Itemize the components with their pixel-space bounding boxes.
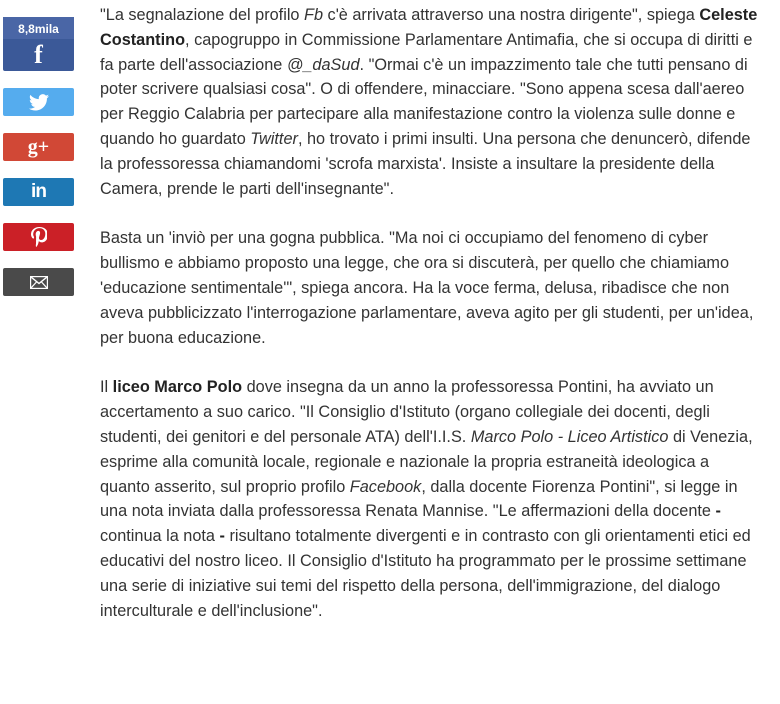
facebook-share-button[interactable] [3,17,74,71]
celeste-costantino-name: Celeste Costantino [100,6,758,49]
liceo-artistico-mention: Marco Polo - Liceo Artistico [470,427,669,446]
article-paragraph-1: "La segnalazione del profilo Fb c'è arrivata attraverso una nostra dirigente", spiega Celeste Costantino, capogruppo in Commissione Parlamentare Antimafia, che si occupa di diritti e fa parte dell'associazione @_daSud. "Ormai c'è un impazzimento tale che tutti pensano di poter scrivere qualsiasi cosa". O di offendere, minacciare. "Sono appena scesa dall'aereo per Reggio Calabria per partecipare alla manifestazione contro la violenza sulle donne e quando ho guardato Twitter, ho trovato i primi insulti. Una persona che denuncerò, difende la professoressa chiamandomi 'scrofa marxista'. Insiste a insultare la presidente della Camera, prende le parti dell'insegnante". [100,6,758,198]
googleplus-icon: g+ [27,135,50,158]
article-paragraph-3: Il liceo Marco Polo dove insegna da un anno la professoressa Pontini, ha avviato un accertamento a suo carico. "Il Consiglio d'Istituto (organo collegiale dei docenti, degli studenti, dei genitori e del personale ATA) dell'I.I.S. Marco Polo - Liceo Artistico di Venezia, esprime alla comunità locale, regionale e nazionale la propria estraneità ideologica a quanto asserito, sul proprio profilo Facebook, dalla docente Fiorenza Pontini", si legge in una nota inviata dalla professoressa Renata Mannise. "Le affermazioni della docente - continua la nota - risultano totalmente divergenti e in contrasto con gli orientamenti etici ed educativi del nostro liceo. Il Consiglio d'Istituto ha programmato per le prossime settimane una serie di iniziative sui temi del rispetto della persona, dell'immigrazione, del dialogo interculturale e dell'inclusione". [100,378,753,620]
twitter-mention: Twitter [250,129,298,148]
facebook-icon: f [34,40,43,69]
article-body [100,3,760,648]
facebook-share-count: 8,8mila [3,17,74,39]
googleplus-share-button[interactable] [3,133,74,161]
pinterest-icon [3,223,74,251]
liceo-marco-polo-name: liceo Marco Polo [112,378,243,397]
linkedin-share-button[interactable] [3,178,74,206]
pinterest-share-button[interactable] [3,223,74,251]
twitter-share-button[interactable] [3,88,74,116]
facebook-mention: Facebook [349,477,422,496]
email-share-button[interactable] [3,268,74,296]
fb-mention: Fb [304,6,324,24]
article-paragraph-2: Basta un 'inviò per una gogna pubblica. "Ma noi ci occupiamo del fenomeno di cyber bullismo e abbiamo proposto una legge, che ora si discuterà, per quello che chiamiamo 'educazione sentimentale'", spiega ancora. Ha la voce ferma, delusa, ribadisce che non aveva pubblicizzato l'interrogazione parlamentare, aveva agito per gli studenti, per un'idea, per buona educazione. [100,229,754,347]
dasud-mention: @_daSud [286,55,360,74]
envelope-icon [3,268,74,296]
social-share-bar [3,17,74,313]
twitter-icon [3,88,74,116]
linkedin-icon: in [31,181,46,202]
